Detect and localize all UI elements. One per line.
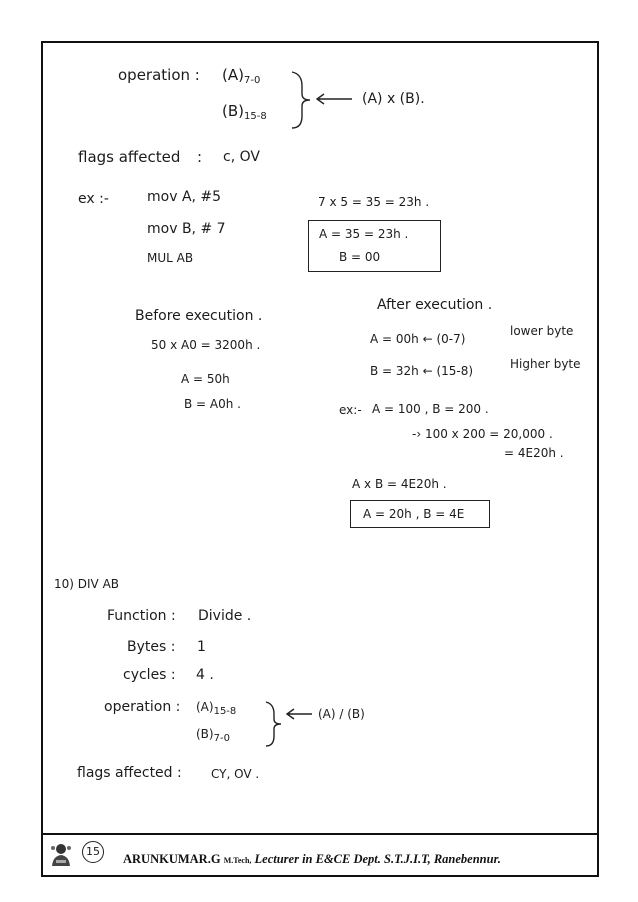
div-function-label: Function : <box>107 608 176 624</box>
mul-flags-label: flags affected <box>78 148 181 166</box>
div-function-value: Divide . <box>198 608 252 624</box>
example2-hex: = 4E20h . <box>504 446 564 460</box>
div-flags-value: CY, OV . <box>211 767 260 781</box>
after-b-line: B = 32h ← (15-8) <box>370 364 474 378</box>
page-number: 15 <box>82 841 104 863</box>
example-line-3: MUL AB <box>147 251 194 265</box>
before-b: B = A0h . <box>184 397 241 411</box>
div-bytes-label: Bytes : <box>127 639 176 655</box>
div-op-b: $(B)_{7-0}$ <box>196 727 230 744</box>
mul-operation-label: operation : <box>118 66 200 84</box>
before-a: A = 50h <box>181 372 230 386</box>
example2-result-box <box>350 500 490 528</box>
mul-op-result: (A) x (B). <box>362 91 425 107</box>
div-op-a: $(A)_{15-8}$ <box>196 700 237 717</box>
example2-label: ex:- <box>339 403 362 417</box>
mul-op-a: $(A)_{7-0}$ <box>222 66 261 86</box>
after-a-note: lower byte <box>510 324 574 338</box>
div-cycles-label: cycles : <box>123 667 176 683</box>
div-operation-label: operation : <box>104 699 181 715</box>
before-calc: 50 x A0 = 3200h . <box>151 338 261 352</box>
mul-brace <box>290 70 314 130</box>
example-calc: 7 x 5 = 35 = 23h . <box>318 195 430 209</box>
example2-boxed: A = 20h , B = 4E <box>363 507 465 521</box>
example-result-a: A = 35 = 23h . <box>319 227 409 241</box>
footer-credit: ARUNKUMAR.G M.Tech, Lecturer in E&CE Dept. S.T.J.I.T, Ranebennur. <box>123 852 501 866</box>
college-logo-icon <box>47 840 75 868</box>
example-line-2: mov B, # 7 <box>147 221 226 237</box>
div-title: 10) DIV AB <box>54 577 120 591</box>
mul-arrow-icon <box>314 93 354 105</box>
example-line-1: mov A, #5 <box>147 189 222 205</box>
div-cycles-value: 4 . <box>196 667 214 683</box>
mul-flags-colon: : <box>197 148 203 166</box>
after-b-note: Higher byte <box>510 357 581 371</box>
after-a-line: A = 00h ← (0-7) <box>370 332 466 346</box>
div-op-result: (A) / (B) <box>318 707 365 721</box>
mul-op-b: $(B)_{15-8}$ <box>222 102 267 122</box>
div-bytes-value: 1 <box>197 639 206 655</box>
example-result-box <box>308 220 441 272</box>
div-flags-label: flags affected : <box>77 765 182 781</box>
after-heading: After execution . <box>377 297 493 313</box>
example2-values: A = 100 , B = 200 . <box>372 402 489 416</box>
example2-axb: A x B = 4E20h . <box>352 477 447 491</box>
example2-arrow-calc: -› 100 x 200 = 20,000 . <box>412 427 553 441</box>
div-brace <box>264 700 286 748</box>
before-heading: Before execution . <box>135 308 263 324</box>
footer-rule <box>41 833 599 835</box>
example-label: ex :- <box>78 191 109 207</box>
example-result-b: B = 00 <box>339 250 381 264</box>
mul-flags-value: c, OV <box>223 149 260 165</box>
div-arrow-icon <box>284 708 314 720</box>
